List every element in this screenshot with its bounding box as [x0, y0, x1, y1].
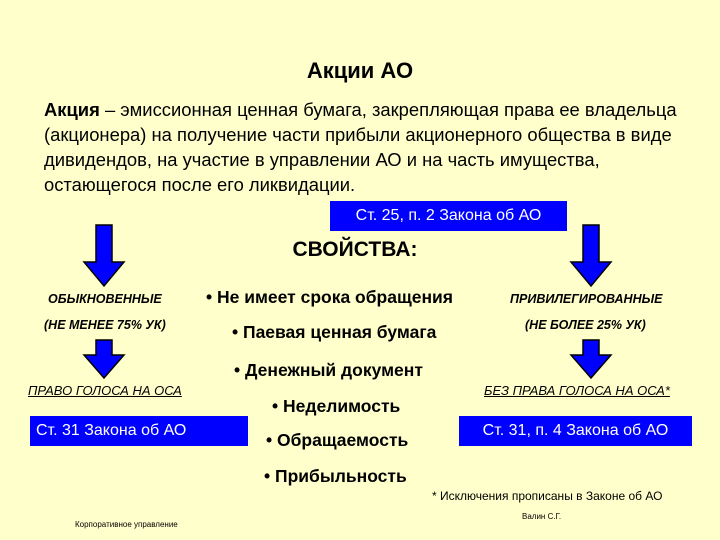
preferred-shares-share: (НЕ БОЛЕЕ 25% УК)	[525, 318, 646, 332]
law-reference-left: Ст. 31 Закона об АО	[30, 416, 248, 446]
definition-term: Акция	[44, 99, 100, 120]
arrow-down-right-top-icon	[571, 225, 611, 286]
footer-right: Валин С.Г.	[522, 512, 562, 521]
page-title: Акции АО	[306, 58, 414, 83]
law-reference-main: Ст. 25, п. 2 Закона об АО	[330, 201, 567, 231]
law-reference-right: Ст. 31, п. 4 Закона об АО	[459, 416, 692, 446]
preferred-vote-right: БЕЗ ПРАВА ГОЛОСА НА ОСА*	[484, 383, 670, 398]
arrow-down-left-top-icon	[84, 225, 124, 286]
property-item: • Паевая ценная бумага	[232, 322, 437, 342]
definition-text: – эмиссионная ценная бумага, закрепляющая права ее владельца (акционера) на получение части прибыли акционерного общества в виде дивидендов, на участие в управлении АО и на часть имущества, остающегося после его ликвидации.	[44, 99, 677, 195]
property-item: • Денежный документ	[234, 360, 423, 380]
ordinary-shares-share: (НЕ МЕНЕЕ 75% УК)	[44, 318, 166, 332]
preferred-shares-label: ПРИВИЛЕГИРОВАННЫЕ	[510, 292, 663, 306]
arrow-down-right-bottom-icon	[571, 340, 611, 378]
arrow-down-left-bottom-icon	[84, 340, 124, 378]
ordinary-vote-right: ПРАВО ГОЛОСА НА ОСА	[28, 383, 182, 398]
property-item: • Не имеет срока обращения	[206, 287, 454, 307]
properties-title: СВОЙСТВА:	[292, 238, 418, 261]
property-item: • Неделимость	[272, 396, 401, 416]
property-item: • Обращаемость	[266, 430, 409, 450]
footnote: * Исключения прописаны в Законе об АО	[432, 489, 663, 503]
footer-left: Корпоративное управление	[75, 520, 178, 529]
property-item: • Прибыльность	[264, 466, 407, 486]
ordinary-shares-label: ОБЫКНОВЕННЫЕ	[48, 292, 162, 306]
